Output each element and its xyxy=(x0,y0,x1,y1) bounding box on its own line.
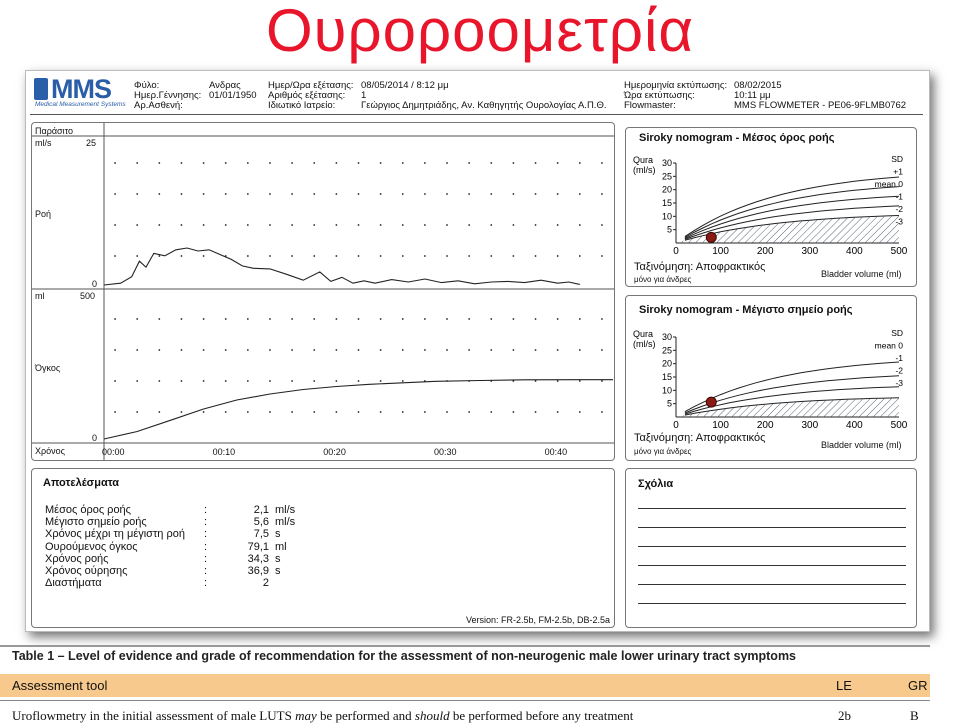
trace-panel xyxy=(31,122,615,461)
result-unit: s xyxy=(275,552,281,565)
table-row-gr: B xyxy=(910,708,919,723)
time-label: Χρόνος xyxy=(35,446,65,456)
vol-label: Όγκος xyxy=(35,363,61,373)
nomogram-mean-note: μόνο για άνδρες xyxy=(634,275,692,284)
flow-max: 25 xyxy=(86,138,97,148)
nomogram-xtick: 400 xyxy=(846,246,863,257)
uroflowmetry-report xyxy=(25,70,930,632)
nomogram-xtick: 300 xyxy=(801,246,819,257)
print-time-value: 10:11 μμ xyxy=(734,90,771,101)
time-tick-label: 00:00 xyxy=(102,447,125,457)
nomogram-mean-xlabel: Bladder volume (ml) xyxy=(821,269,902,279)
result-unit: s xyxy=(275,528,281,541)
nomogram-peak-note: μόνο για άνδρες xyxy=(634,447,692,456)
nomogram-peak-title: Siroky nomogram - Μέγιστο σημείο ροής xyxy=(639,304,853,316)
result-colon: : xyxy=(204,504,208,516)
nomogram-ytick: 20 xyxy=(661,358,672,369)
patient-point xyxy=(706,397,716,407)
nomogram-xtick: 100 xyxy=(712,246,729,257)
nomogram-xtick: 300 xyxy=(801,420,819,431)
nomogram-ytick: 25 xyxy=(661,345,672,356)
sd-label: SD xyxy=(891,154,903,164)
sd-label: SD xyxy=(891,328,903,338)
sd-label: mean 0 xyxy=(874,340,903,351)
result-label: Μέγιστο σημείο ροής xyxy=(45,516,147,529)
vol-max: 500 xyxy=(80,291,96,301)
mms-logo: MMS Medical Measurement Systems xyxy=(35,74,126,108)
print-date-label: Ημερομηνία εκτύπωσης: xyxy=(624,80,728,91)
time-tick-label: 00:40 xyxy=(544,447,568,457)
evidence-table xyxy=(0,640,930,727)
print-time-label: Ώρα εκτύπωσης: xyxy=(624,90,695,101)
nomogram-peak-classification: Ταξινόμηση: Αποφρακτικός xyxy=(634,432,766,444)
nomogram-xtick: 200 xyxy=(756,420,774,431)
patient-label: Αρ.Ασθενή: xyxy=(134,100,183,111)
nomogram-ytick: 5 xyxy=(666,398,672,409)
nomogram-ytick: 15 xyxy=(661,372,672,382)
page-title: Ουροροομετρία xyxy=(265,0,695,64)
result-value: 2,1 xyxy=(253,504,269,516)
sex-label: Φύλο: xyxy=(134,80,160,91)
nomogram-xtick: 0 xyxy=(673,246,679,257)
nomogram-mean-classification: Ταξινόμηση: Αποφρακτικός xyxy=(634,261,766,273)
result-colon: : xyxy=(204,552,208,565)
vol-unit: ml xyxy=(35,291,45,301)
result-value: 5,6 xyxy=(253,516,269,529)
doctor-label: Ιδιωτικό Ιατρείο: xyxy=(268,100,336,111)
sd-label: mean 0 xyxy=(874,179,903,189)
table-row-le: 2b xyxy=(838,708,851,723)
result-unit: s xyxy=(275,565,281,577)
table-caption: Table 1 – Level of evidence and grade of recommendation for the assessment of non-neurogenic male lower urinary tract symptoms xyxy=(12,649,797,663)
nomogram-mean-flow-panel xyxy=(625,127,917,287)
nomogram-ytick: 30 xyxy=(661,158,672,168)
time-tick-label: 00:30 xyxy=(433,447,457,457)
result-unit: ml/s xyxy=(275,516,296,529)
flow-zero: 0 xyxy=(92,279,98,289)
results-title: Αποτελέσματα xyxy=(43,477,120,489)
result-colon: : xyxy=(204,528,208,541)
nomogram-ytick: 15 xyxy=(661,198,672,208)
nomogram-peak-flow-panel xyxy=(625,295,917,461)
dob-value: 01/01/1950 xyxy=(209,90,257,101)
nomogram-xtick: 0 xyxy=(673,420,679,431)
flow-label: Ροή xyxy=(35,209,52,219)
version-text: Version: FR-2.5b, FM-2.5b, DB-2.5a xyxy=(465,615,610,625)
nomogram-ylabel: Qura xyxy=(633,329,654,339)
result-label: Διαστήματα xyxy=(45,577,102,590)
sd-label: -1 xyxy=(895,191,903,202)
doctor-value: Γεώργιος Δημητριάδης, Αν. Καθηγητής Ουρολογίας Α.Π.Θ. xyxy=(361,100,607,111)
result-unit: ml/s xyxy=(275,504,296,516)
exam-no-label: Αριθμός εξέτασης: xyxy=(268,90,346,101)
nomogram-xtick: 200 xyxy=(756,246,774,257)
vol-zero: 0 xyxy=(92,433,98,443)
nomogram-xtick: 500 xyxy=(890,246,908,257)
table-head-tool: Assessment tool xyxy=(12,678,108,693)
sd-label: -1 xyxy=(895,353,903,363)
time-tick-label: 00:20 xyxy=(323,447,346,457)
patient-point xyxy=(706,232,716,242)
exam-datetime-label: Ημερ/Ωρα εξέτασης: xyxy=(268,80,354,91)
nomogram-peak-xlabel: Bladder volume (ml) xyxy=(821,440,902,450)
nomogram-xtick: 100 xyxy=(712,420,729,431)
nomogram-ytick: 25 xyxy=(661,171,672,182)
flowmaster-label: Flowmaster: xyxy=(624,100,676,111)
volume-curve xyxy=(104,380,613,439)
nomogram-xtick: 500 xyxy=(890,420,908,431)
time-axis xyxy=(32,447,614,459)
result-label: Ουρούμενος όγκος xyxy=(45,540,138,553)
result-label: Μέσος όρος ροής xyxy=(45,504,131,516)
table-head-le: LE xyxy=(836,678,852,693)
result-label: Χρόνος ούρησης xyxy=(45,565,128,577)
sd-label: -2 xyxy=(895,204,903,214)
sex-value: Ανδρας xyxy=(209,80,241,91)
nomogram-xtick: 400 xyxy=(846,420,863,431)
nomogram-yunit: (ml/s) xyxy=(633,165,656,175)
nomogram-yunit: (ml/s) xyxy=(633,339,656,349)
dob-label: Ημερ.Γέννησης: xyxy=(134,90,202,101)
exam-datetime-value: 08/05/2014 / 8:12 μμ xyxy=(361,80,449,91)
print-date-value: 08/02/2015 xyxy=(734,80,782,91)
result-value: 2 xyxy=(262,577,269,590)
result-value: 79,1 xyxy=(247,540,269,553)
result-colon: : xyxy=(204,577,208,590)
nomogram-ytick: 20 xyxy=(661,184,672,195)
flow-volume-trace xyxy=(32,123,614,460)
time-tick-label: 00:10 xyxy=(212,447,236,457)
result-value: 34,3 xyxy=(247,552,269,565)
sd-label: -2 xyxy=(895,365,903,376)
nomogram-ytick: 30 xyxy=(661,332,672,342)
nomogram-ytick: 5 xyxy=(666,224,672,235)
result-colon: : xyxy=(204,540,208,553)
sd-label: -3 xyxy=(895,378,903,388)
result-colon: : xyxy=(204,565,208,577)
result-label: Χρόνος μέχρι τη μέγιστη ροή xyxy=(45,528,185,541)
nomogram-ytick: 10 xyxy=(661,385,672,396)
result-value: 7,5 xyxy=(253,528,269,541)
table-row-text: Uroflowmetry in the initial assessment of male LUTS may be performed and should be performed before any treatment xyxy=(12,708,634,723)
sd-label: +1 xyxy=(893,166,903,177)
sd-label: -3 xyxy=(895,216,903,227)
flow-curve xyxy=(104,248,580,285)
result-value: 36,9 xyxy=(247,565,269,577)
nomogram-ylabel: Qura xyxy=(633,155,654,165)
comments-title: Σχόλια xyxy=(638,478,674,490)
nomogram-mean-title: Siroky nomogram - Μέσος όρος ροής xyxy=(639,132,835,144)
result-label: Χρόνος ροής xyxy=(45,552,109,565)
comments-panel xyxy=(625,468,917,628)
grid-dots xyxy=(114,162,614,413)
flowmaster-value: MMS FLOWMETER - PE06-9FLMB0762 xyxy=(734,100,907,111)
table-header-row xyxy=(0,674,930,697)
window-label: Παράσιτο xyxy=(35,126,74,136)
table-head-gr: GR xyxy=(908,678,928,693)
result-unit: ml xyxy=(275,540,287,553)
results-panel xyxy=(31,468,615,628)
exam-no-value: 1 xyxy=(361,90,367,101)
flow-unit: ml/s xyxy=(35,138,52,148)
result-colon: : xyxy=(204,516,208,529)
nomogram-ytick: 10 xyxy=(661,211,672,222)
